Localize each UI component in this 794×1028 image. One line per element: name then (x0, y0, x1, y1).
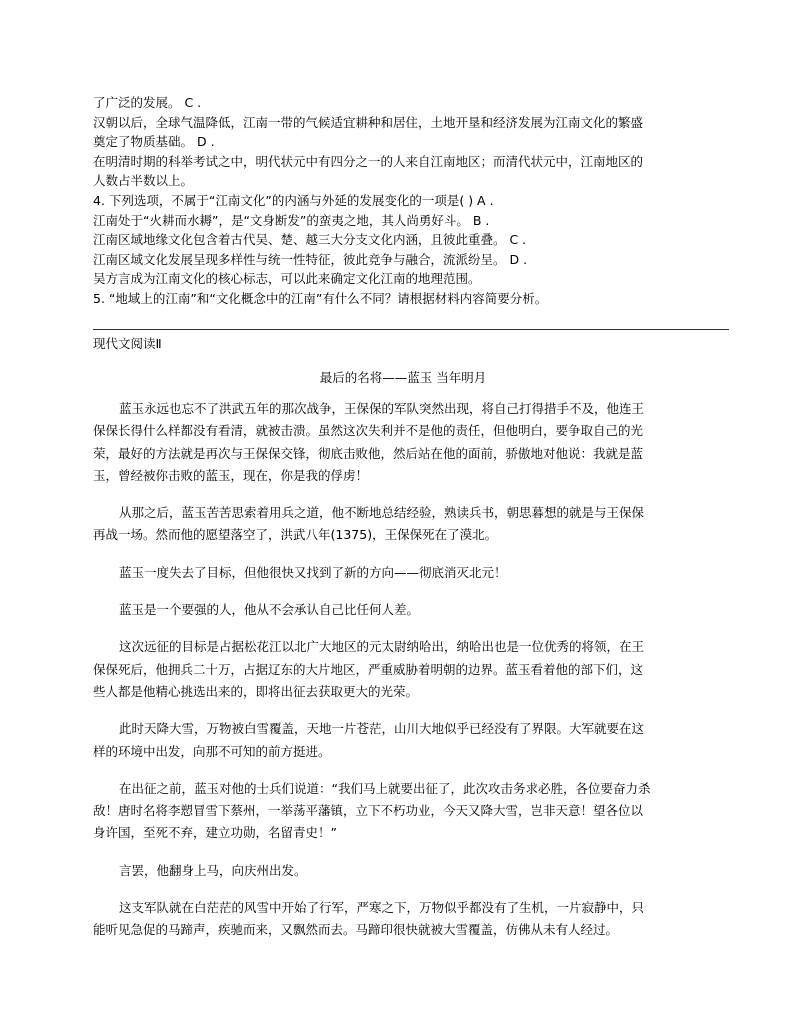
question-4-option-d: 吴方言成为江南文化的核心标志，可以此来确定文化江南的地理范围。 (93, 271, 481, 287)
question-line: 了广泛的发展。 C . (93, 95, 202, 110)
paragraph-line: 身许国，至死不弃，建立功勋，名留青史！” (93, 825, 337, 841)
article-paragraph (93, 398, 703, 487)
question-4-option-a: 江南处于“火耕而水耨”，是“文身断发”的蛮夷之地，其人尚勇好斗。 B . (93, 212, 490, 228)
article-paragraph (93, 636, 703, 703)
paragraph-line: 蓝玉一度失去了目标，但他很快又找到了新的方向——彻底消灭北元！ (119, 564, 507, 580)
question-block (93, 93, 713, 309)
question-line: 人数占半数以上。 (93, 173, 194, 189)
question-line: 汉朝以后，全球气温降低，江南一带的气候适宜耕种和居住，土地开垦和经济发展为江南文化的繁盛 (93, 114, 644, 130)
paragraph-line: 这次远征的目标是占据松花江以北广大地区的元太尉纳哈出，纳哈出也是一位优秀的将领，在王 (119, 639, 645, 655)
article-paragraph (93, 897, 703, 942)
paragraph-line: 再战一场。然而他的愿望落空了，洪武八年(1375)，王保保死在了漠北。 (93, 527, 498, 543)
paragraph-line: 玉，曾经被你击败的蓝玉，现在，你是我的俘虏！ (93, 467, 369, 483)
section-divider (93, 329, 729, 330)
article-paragraph (93, 778, 703, 845)
paragraph-line: 在出征之前，蓝玉对他的士兵们说道：“我们马上就要出征了，此次攻击务求必胜，各位要奋力杀 (119, 780, 651, 796)
paragraph-line: 蓝玉永远也忘不了洪武五年的那次战争，王保保的军队突然出现，将自己打得措手不及，他连王 (119, 401, 645, 416)
paragraph-line: 荣，最好的方法就是再次与王保保交锋，彻底击败他，然后站在他的面前，骄傲地对他说：我就是蓝 (93, 445, 644, 461)
paragraph-line: 能听见急促的马蹄声，疾驰而来，又飘然而去。马蹄印很快就被大雪覆盖，仿佛从未有人经过。 (93, 922, 619, 938)
article-paragraph (93, 562, 703, 584)
paragraph-line: 保保死后，他拥兵二十万，占据辽东的大片地区，严重威胁着明朝的边界。蓝玉看着他的部下们，这 (93, 661, 644, 677)
question-line: 奠定了物质基础。 D . (93, 134, 215, 150)
paragraph-line: 保保长得什么样都没有看清，就被击溃。虽然这次失利并不是他的责任，但他明白，要争取自己的光 (93, 423, 644, 439)
paragraph-line: 这支军队就在白茫茫的风雪中开始了行军，严寒之下，万物似乎都没有了生机，一片寂静中，只 (119, 900, 645, 916)
paragraph-line: 蓝玉是一个要强的人，他从不会承认自己比任何人差。 (119, 602, 420, 618)
question-4-stem: 4. 下列选项，不属于“江南文化”的内涵与外延的发展变化的一项是( ) A . (93, 192, 494, 208)
article-paragraph (93, 860, 703, 882)
paragraph-line: 此时天降大雪，万物被白雪覆盖，天地一片苍茫，山川大地似乎已经没有了界限。大军就要在这 (119, 721, 645, 737)
question-4-option-b: 江南区域地缘文化包含着古代吴、楚、越三大分支文化内涵，且彼此重叠。 C . (93, 232, 527, 248)
article-title: 最后的名将——蓝玉 当年明月 (319, 370, 487, 385)
paragraph-line: 样的环境中出发，向那不可知的前方挺进。 (93, 743, 331, 759)
section-title: 现代文阅读Ⅱ (93, 336, 162, 351)
paragraph-line: 敌！唐时名将李愬冒雪下蔡州，一举荡平藩镇，立下不朽功业，今天又降大雪，岂非天意！望各位以 (93, 803, 644, 819)
paragraph-line: 些人都是他精心挑选出来的，即将出征去获取更大的光荣。 (93, 683, 419, 699)
paragraph-line: 言罢，他翻身上马，向庆州出发。 (119, 862, 307, 878)
question-5-stem: 5. “地域上的江南”和“文化概念中的江南”有什么不同？请根据材料内容简要分析。 (93, 290, 548, 306)
question-line: 在明清时期的科举考试之中，明代状元中有四分之一的人来自江南地区；而清代状元中，江南地区的 (93, 153, 644, 169)
article-paragraph (93, 718, 703, 763)
article-paragraph (93, 599, 703, 621)
question-4-option-c: 江南区域文化发展呈现多样性与统一性特征，彼此竞争与融合，流派纷呈。 D . (93, 251, 528, 267)
article-body (93, 398, 703, 942)
paragraph-line: 从那之后，蓝玉苦苦思索着用兵之道，他不断地总结经验，熟读兵书，朝思暮想的就是与王保保 (119, 505, 645, 521)
article-paragraph (93, 502, 703, 547)
